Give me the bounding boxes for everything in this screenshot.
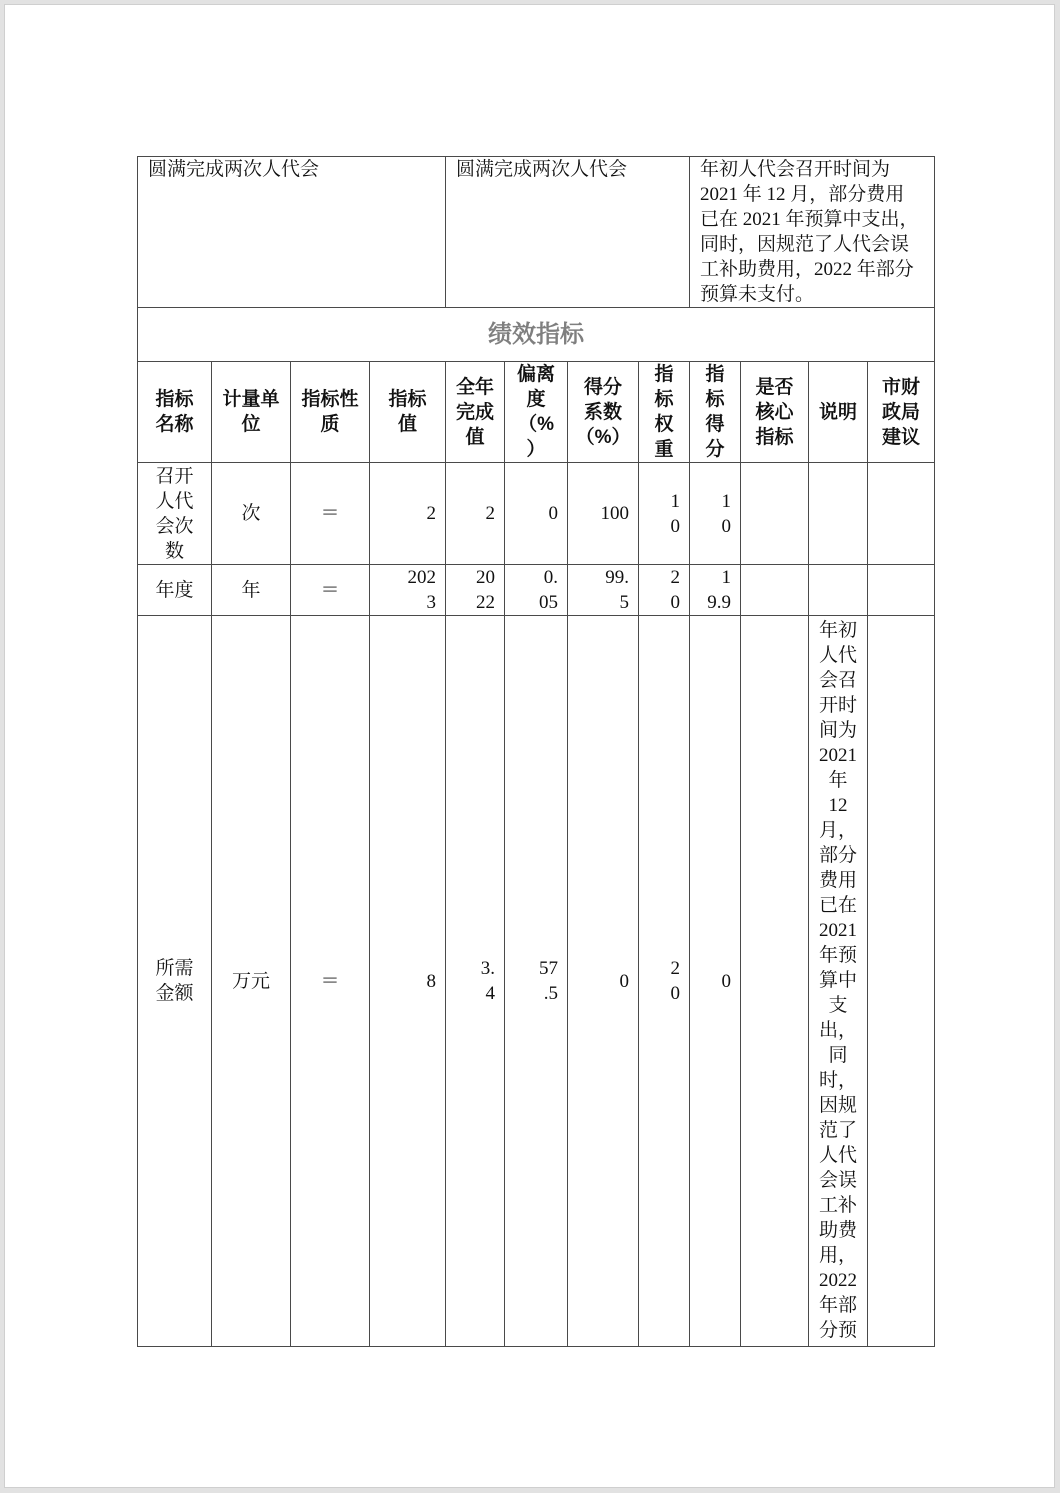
indicator-score: 0 (690, 616, 741, 1347)
summary-row (138, 157, 935, 308)
indicator-deviation: 0 (505, 463, 568, 565)
indicator-note (809, 565, 868, 616)
indicator-coefficient: 0 (568, 616, 639, 1347)
indicator-unit: 万元 (212, 616, 291, 1347)
indicator-actual: 3. 4 (446, 616, 505, 1347)
indicator-weight: 1 0 (639, 463, 690, 565)
indicator-name: 召开 人代 会次 数 (138, 463, 212, 565)
indicator-nature: ＝ (291, 565, 370, 616)
indicator-unit: 年 (212, 565, 291, 616)
col-header-deviation: 偏离 度 （% ） (505, 362, 568, 463)
indicator-coefficient: 100 (568, 463, 639, 565)
section-title: 绩效指标 (138, 308, 935, 362)
summary-completion: 圆满完成两次人代会 (446, 157, 690, 308)
indicator-note-text: 年初人代会召开时间为 2021 年 12 月，部分费用已在 2021 年预算中支出，同时，因规范了人代会误工补助费用，2022 年部分预 (819, 620, 858, 1341)
col-header-weight: 指 标 权 重 (639, 362, 690, 463)
indicator-weight: 2 0 (639, 565, 690, 616)
indicator-nature: ＝ (291, 463, 370, 565)
indicator-is-core (741, 463, 809, 565)
indicator-actual: 20 22 (446, 565, 505, 616)
indicator-actual: 2 (446, 463, 505, 565)
indicator-target: 202 3 (370, 565, 446, 616)
col-header-nature: 指标性 质 (291, 362, 370, 463)
indicator-nature: ＝ (291, 616, 370, 1347)
document-page (5, 5, 1054, 1487)
indicator-suggestion (868, 616, 935, 1347)
indicator-note (809, 616, 868, 1347)
indicator-suggestion (868, 463, 935, 565)
indicator-score: 1 0 (690, 463, 741, 565)
indicator-target: 8 (370, 616, 446, 1347)
indicator-is-core (741, 616, 809, 1347)
col-header-explanation: 说明 (809, 362, 868, 463)
table-row (138, 616, 935, 1347)
indicator-deviation: 0. 05 (505, 565, 568, 616)
col-header-is-core: 是否 核心 指标 (741, 362, 809, 463)
col-header-annual-completion: 全年 完成 值 (446, 362, 505, 463)
indicator-is-core (741, 565, 809, 616)
col-header-score-coefficient: 得分 系数 （%） (568, 362, 639, 463)
indicator-score: 1 9.9 (690, 565, 741, 616)
indicator-suggestion (868, 565, 935, 616)
table-header-row (138, 362, 935, 463)
indicator-name: 所需 金额 (138, 616, 212, 1347)
col-header-finance-suggestion: 市财 政局 建议 (868, 362, 935, 463)
summary-note: 年初人代会召开时间为 2021 年 12 月，部分费用 已在 2021 年预算中支出， 同时，因规范了人代会误 工补助费用，2022 年部分 预算未支付。 (690, 157, 935, 308)
indicator-target: 2 (370, 463, 446, 565)
col-header-target-value: 指标 值 (370, 362, 446, 463)
col-header-score: 指 标 得 分 (690, 362, 741, 463)
table-row (138, 565, 935, 616)
indicator-weight: 2 0 (639, 616, 690, 1347)
section-title-row (138, 308, 935, 362)
indicator-note (809, 463, 868, 565)
performance-table (137, 156, 935, 1347)
indicator-unit: 次 (212, 463, 291, 565)
table-row (138, 463, 935, 565)
indicator-name: 年度 (138, 565, 212, 616)
col-header-indicator-name: 指标 名称 (138, 362, 212, 463)
summary-target-content: 圆满完成两次人代会 (138, 157, 446, 308)
col-header-unit: 计量单 位 (212, 362, 291, 463)
indicator-deviation: 57 .5 (505, 616, 568, 1347)
indicator-coefficient: 99. 5 (568, 565, 639, 616)
